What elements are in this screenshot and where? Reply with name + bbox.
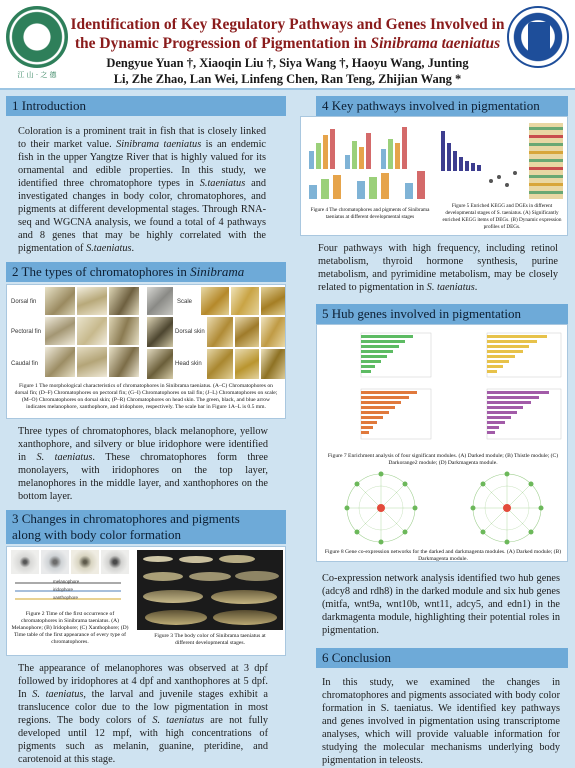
fig1-panel-i [109, 347, 139, 377]
fig5-dot-plot [489, 171, 517, 187]
fig7-bar [487, 350, 523, 353]
fig7-bar [361, 340, 405, 343]
s2-heading-species: Sinibrama [190, 264, 245, 279]
fig5-bar [453, 151, 457, 171]
university-logo-left [6, 6, 68, 68]
network-a-node [413, 506, 418, 511]
fig1-panel-c [109, 287, 139, 315]
fig4-panel-b [345, 133, 371, 169]
fig7-bar [361, 345, 399, 348]
s3-heading-line-2: along with body color formation [12, 527, 181, 542]
fig5-bar [471, 163, 475, 171]
fig7-bar [487, 401, 531, 404]
fig7-bar [361, 431, 369, 434]
fig1-panel-e [77, 317, 107, 345]
fig1-panel-m [261, 287, 285, 315]
fig7-bar [487, 396, 539, 399]
fig7-bar [487, 431, 495, 434]
authors [70, 55, 505, 87]
types-species: S. taeniatus [36, 452, 93, 463]
fig4-bar [357, 181, 365, 199]
fig4-bar [330, 129, 335, 169]
fig4-panel-d [309, 171, 425, 199]
fig7-bar [361, 396, 409, 399]
network-b-node [529, 482, 534, 487]
fig5-dot [505, 183, 509, 187]
fig5-bar [447, 143, 451, 171]
fig4-bar [359, 147, 364, 169]
fig7-bar [361, 416, 383, 419]
fig4-bar-charts [305, 121, 431, 203]
intro-text-e: and investigated changes in body color, chromatophores, and pigments at different developmental stages. Through RNA-seq and WGCNA analysis, we found a total of 4 pathways and 8 genes that may be highly correlated with the pigmentation of [18, 178, 266, 254]
fig4-bar [321, 179, 329, 199]
intro-species-3: S.taeniatus [86, 243, 132, 254]
fig2-legend-melanophore: melanophore [53, 579, 80, 584]
fig7-bar [487, 416, 511, 419]
fig7-bar [361, 365, 375, 368]
fig4-bar [388, 139, 393, 169]
changes-text [18, 662, 268, 766]
fig7-bar [487, 391, 549, 394]
fig7-bar [361, 370, 371, 373]
poster-header [0, 0, 575, 90]
figure-3-caption: Figure 3 The body color of Sinibrama taeniatus at different developmental stages. [154, 633, 266, 646]
heatmap-row [529, 159, 563, 162]
fig1-panel-a [45, 287, 75, 315]
fig3-fish-5 [189, 572, 231, 581]
fig4-panel-a [309, 129, 335, 169]
fig3-fish-7 [143, 590, 203, 603]
fig1-panel-b [77, 287, 107, 315]
s3-heading-line-1: 3 Changes in chromatophores and pigments [12, 511, 240, 526]
fig1-panel-r [147, 349, 173, 379]
fig1-panel-j [147, 287, 173, 315]
fig1-panel-s [207, 349, 233, 379]
figure-2-caption: Figure 2 Time of the first occurrence of chromatophores in Sinibrama taeniatus. (A) Melanophore; (B) Iridophore; (C) Xanthophore; (D) Time table of the first appearance of every type of chromatophores. [11, 611, 129, 645]
fig4-bar [405, 183, 413, 199]
section-heading-hub-genes: 5 Hub genes involved in pigmentation [316, 304, 568, 324]
fig1-label-head-skin: Head skin [175, 361, 202, 367]
heatmap-row [529, 175, 563, 178]
fig7-bar [361, 426, 373, 429]
changes-text-a: The appearance of melanophores was observed at 3 dpf followed by iridophores at 4 dpf and xanthophores at 5 dpf. In [18, 663, 268, 700]
figure-4-caption: Figure 4 The chromatophores and pigments of Sinibrama taeniatus at different developmental stages [310, 207, 430, 220]
fig1-panel-o [207, 317, 233, 347]
fig1-panel-k [201, 287, 229, 315]
fig4-bar [309, 185, 317, 199]
heatmap-row [529, 151, 563, 154]
fig1-panel-t [235, 349, 259, 379]
fig7-panel-d [487, 389, 561, 439]
fig4-bar [316, 143, 321, 169]
fig5-kegg-bars [441, 131, 481, 171]
fig7-bar [487, 345, 529, 348]
chromatophore-types-text [18, 425, 268, 503]
fig2-panel-c2 [101, 550, 129, 574]
fig5-bar [465, 161, 469, 171]
section-heading-introduction: 1 Introduction [6, 96, 286, 116]
fig1-panel-g [45, 347, 75, 377]
fig7-bar [361, 421, 377, 424]
fig1-panel-d [45, 317, 75, 345]
network-a-node [345, 506, 350, 511]
network-b-node [539, 506, 544, 511]
fig3-fish-1 [143, 556, 173, 562]
fig3-fish-3 [219, 555, 255, 563]
fig8-network-a [345, 472, 418, 545]
authors-line-2: Li, Zhe Zhao, Lan Wei, Linfeng Chen, Ran Teng, Zhijian Wang * [113, 72, 462, 86]
fig4-bar [309, 151, 314, 169]
heatmap-row [529, 143, 563, 146]
fig3-image [137, 550, 283, 630]
fig7-bar [487, 355, 515, 358]
heatmap-row [529, 135, 563, 138]
section-heading-key-pathways: 4 Key pathways involved in pigmentation [316, 96, 568, 116]
fig8-network-b [471, 472, 544, 545]
fig3-fish-9 [145, 610, 207, 625]
fig4-bar [345, 155, 350, 169]
figure-7-caption: Figure 7 Enrichment analysis of four significant modules. (A) Darked module; (B) Thistle module; (C) Darkorange2 module; (D) Darkmagenta module. [327, 453, 559, 466]
hub-genes-text: Co-expression network analysis identified two hub genes (adcy8 and rdh8) in the darked module and six hub genes (mitfa, wnt9a, wnt10b, wnt11, adcy5, and edn1) in the darkmagenta module, highlighting their potential roles in pigmentation. [322, 573, 560, 636]
heatmap-row [529, 191, 563, 194]
heatmap-row [529, 127, 563, 130]
fig5-charts [437, 121, 565, 203]
figure-1-caption: Figure 1 The morphological characteristics of chromatophores in Sinibrama taeniatus. (A–C) Chromatophores on dorsal fin; (D–F) Chromatophores on pectoral fin; (G–I) Chromatophores on tail fin; (J–L) Chromatophores on scale; (M–O) Chromatophores on dorsal skin; (P–R) Chromatophores on head skin. The green, black, and blue arrow indicates melanophore, xanthophore, and iridophore, respectively. The scale bar in Figure 1A–L is 0.5 mm. [14, 383, 278, 410]
fig7-panel-a [361, 333, 431, 377]
fig4-bar [381, 149, 386, 169]
network-b-node [529, 530, 534, 535]
fig5-bar [477, 165, 481, 171]
fig5-bar [459, 157, 463, 171]
network-b-node [505, 472, 510, 477]
fig4-bar [402, 127, 407, 169]
fig1-label-caudal-fin: Caudal fin [11, 361, 39, 367]
figure-5-caption: Figure 5 Enriched KEGG and DGEs in different developmental stages of S. taeniatus. (A) Significantly enriched KEGG items of DEGs. (B) Dynamic expression profiles of DEGs. [442, 203, 562, 230]
heatmap-row [529, 183, 563, 186]
intro-species-1: Sinibrama taeniatus [116, 139, 202, 150]
fig7-enrichment-charts [321, 327, 565, 447]
fig5-expression-heatmap [529, 123, 563, 199]
fig7-bar [487, 365, 503, 368]
fig1-panel-q [261, 317, 285, 347]
network-a-node [379, 540, 384, 545]
pathways-text-a: Four pathways with high frequency, including retinol metabolism, thyroid hormone synthesis, purine metabolism, and pyrimidine metabolism, may be closely related to pigmentation in [318, 243, 558, 293]
fig1-panel-p [235, 317, 259, 347]
fig7-bar [361, 355, 387, 358]
heatmap-row [529, 167, 563, 170]
figures-2-3 [6, 546, 286, 656]
network-b-hub-node [503, 504, 511, 512]
pathways-species: S. taeniatus [426, 282, 475, 293]
intro-text-c: is an endemic fish in the upper Yangtze River that is highly valued for its ornamental and edible properties. In this study, we identified three chromatophore types in [18, 139, 267, 189]
fig7-bar [487, 360, 509, 363]
fig8-network-graphs [323, 469, 563, 547]
fig7-bar [361, 350, 393, 353]
pathways-text [318, 242, 558, 294]
introduction-text [18, 125, 266, 255]
fig1-label-scale: Scale [177, 299, 193, 305]
network-b-node [505, 540, 510, 545]
fig7-bar [361, 401, 401, 404]
fig3-fish-4 [143, 572, 183, 581]
fig4-bar [395, 143, 400, 169]
fig4-bar [366, 133, 371, 169]
fig2-panel-b [41, 550, 69, 574]
fig4-bar [333, 175, 341, 199]
fig2-panel-a [11, 550, 39, 574]
fig2-legend-iridophore: iridophore [53, 587, 74, 592]
fig7-panel-c [361, 389, 431, 439]
fig3-fish-6 [235, 571, 279, 581]
section-heading-conclusion: 6 Conclusion [316, 648, 568, 668]
network-a-node [403, 482, 408, 487]
fig7-bar [361, 411, 389, 414]
types-text-a: Three types of chromatophores, black melanophore, yellow xanthophore, and silvery or blue iridophore were identified in [18, 426, 268, 463]
fig3-fish-2 [179, 556, 213, 563]
figures-4-5 [300, 116, 568, 236]
logo-left-motto: 江 山 · 之 德 [17, 71, 57, 79]
fig7-bar [361, 391, 417, 394]
fig7-bar [361, 360, 381, 363]
network-b-node [481, 482, 486, 487]
network-a-node [379, 472, 384, 477]
fig5-dot [513, 171, 517, 175]
fig1-panel-n [147, 317, 173, 347]
fig7-bar [361, 335, 413, 338]
fig7-bar [487, 421, 505, 424]
fig4-panel-c [381, 127, 407, 169]
network-a-node [403, 530, 408, 535]
fig2-legend-xanthophore: xanthophore [53, 595, 79, 600]
fig4-bar [352, 141, 357, 169]
intro-species-2: S.taeniatus [199, 178, 246, 189]
s2-heading-text: 2 The types of chromatophores in [12, 264, 191, 279]
fig1-panel-f [109, 317, 139, 345]
fig1-label-dorsal-fin: Dorsal fin [11, 299, 37, 305]
fig1-label-dorsal-skin: Dorsal skin [175, 329, 205, 335]
conclusion-text: In this study, we examined the changes in chromatophores and pigments associated with body color formation in S. taeniatus. We identified key pathways and genes involved in pigmentation using transcriptome analyses, which will provide valuable information for studying the molecular mechanisms underlying body pigmentation in teleosts. [322, 677, 560, 766]
figures-7-8 [316, 324, 568, 562]
types-text-c: . These chromatophores form three monolayers, with iridophores on the top layer, melanophores in the middle layer, and xanthophores on the bottom layer. [18, 452, 269, 502]
fig3-fish-10 [213, 610, 277, 625]
fig7-bar [487, 340, 537, 343]
fig5-dot [497, 175, 501, 179]
changes-species-2: S. taeniatus [152, 715, 205, 726]
logo-right-emblem [528, 22, 550, 54]
authors-line-1: Dengyue Yuan †, Xiaoqin Liu †, Siya Wang †, Haoyu Wang, Junting [106, 56, 469, 70]
figure-8-caption: Figure 8 Gene co-expression networks for the darked and darkmagenta modules. (A) Darked module; (B) Darkmagenta module. [324, 549, 562, 562]
fig7-bar [487, 426, 499, 429]
section-heading-changes [6, 510, 286, 544]
pathways-text-c: . [474, 282, 478, 293]
fig4-bar [381, 173, 389, 199]
fig7-bar [487, 370, 497, 373]
fig1-panel-l [231, 287, 259, 315]
fig1-panel-h [77, 347, 107, 377]
network-a-node [355, 530, 360, 535]
fig7-bar [487, 335, 547, 338]
fig7-bar [487, 406, 523, 409]
fig4-bar [323, 135, 328, 169]
title-species: Sinibrama taeniatus [370, 35, 501, 52]
network-b-node [481, 530, 486, 535]
fig7-bar [487, 411, 517, 414]
fig7-bar [361, 406, 395, 409]
figure-1 [6, 284, 286, 419]
network-b-node [471, 506, 476, 511]
fig1-panel-u [261, 349, 285, 379]
network-a-hub-node [377, 504, 385, 512]
network-a-node [355, 482, 360, 487]
fig5-bar [441, 131, 445, 171]
intro-text-g: . [131, 243, 135, 254]
fig2-panel-c [71, 550, 99, 574]
title-line-2 [70, 34, 505, 53]
fig7-panel-b [487, 333, 561, 377]
title-line-1: Identification of Key Regulatory Pathways and Genes Involved in [70, 16, 505, 33]
section-heading-chromatophore-types [6, 262, 286, 282]
fig3-fish-8 [211, 590, 277, 604]
fig4-bar [417, 171, 425, 199]
title-line-2-text: the Dynamic Progression of Pigmentation in [74, 35, 371, 52]
fig4-bar [369, 177, 377, 199]
intro-text-a: Coloration is a prominent trait in fish that is closely linked to their market value. [18, 126, 266, 150]
poster-title [70, 15, 505, 53]
fig5-dot [489, 179, 493, 183]
changes-text-e: are not fully developed until 12 mpf, with high concentrations of pigments such as melanin, guanine, pteridine, and carotenoid at this stage. [18, 715, 268, 765]
changes-species-1: S. taeniatus [32, 689, 84, 700]
fig1-label-pectoral-fin: Pectoral fin [11, 329, 42, 335]
changes-text-c: , the larval and juvenile stages exhibit a translucence color due to the low pigmentation in most regions. The body colors of [18, 689, 268, 726]
